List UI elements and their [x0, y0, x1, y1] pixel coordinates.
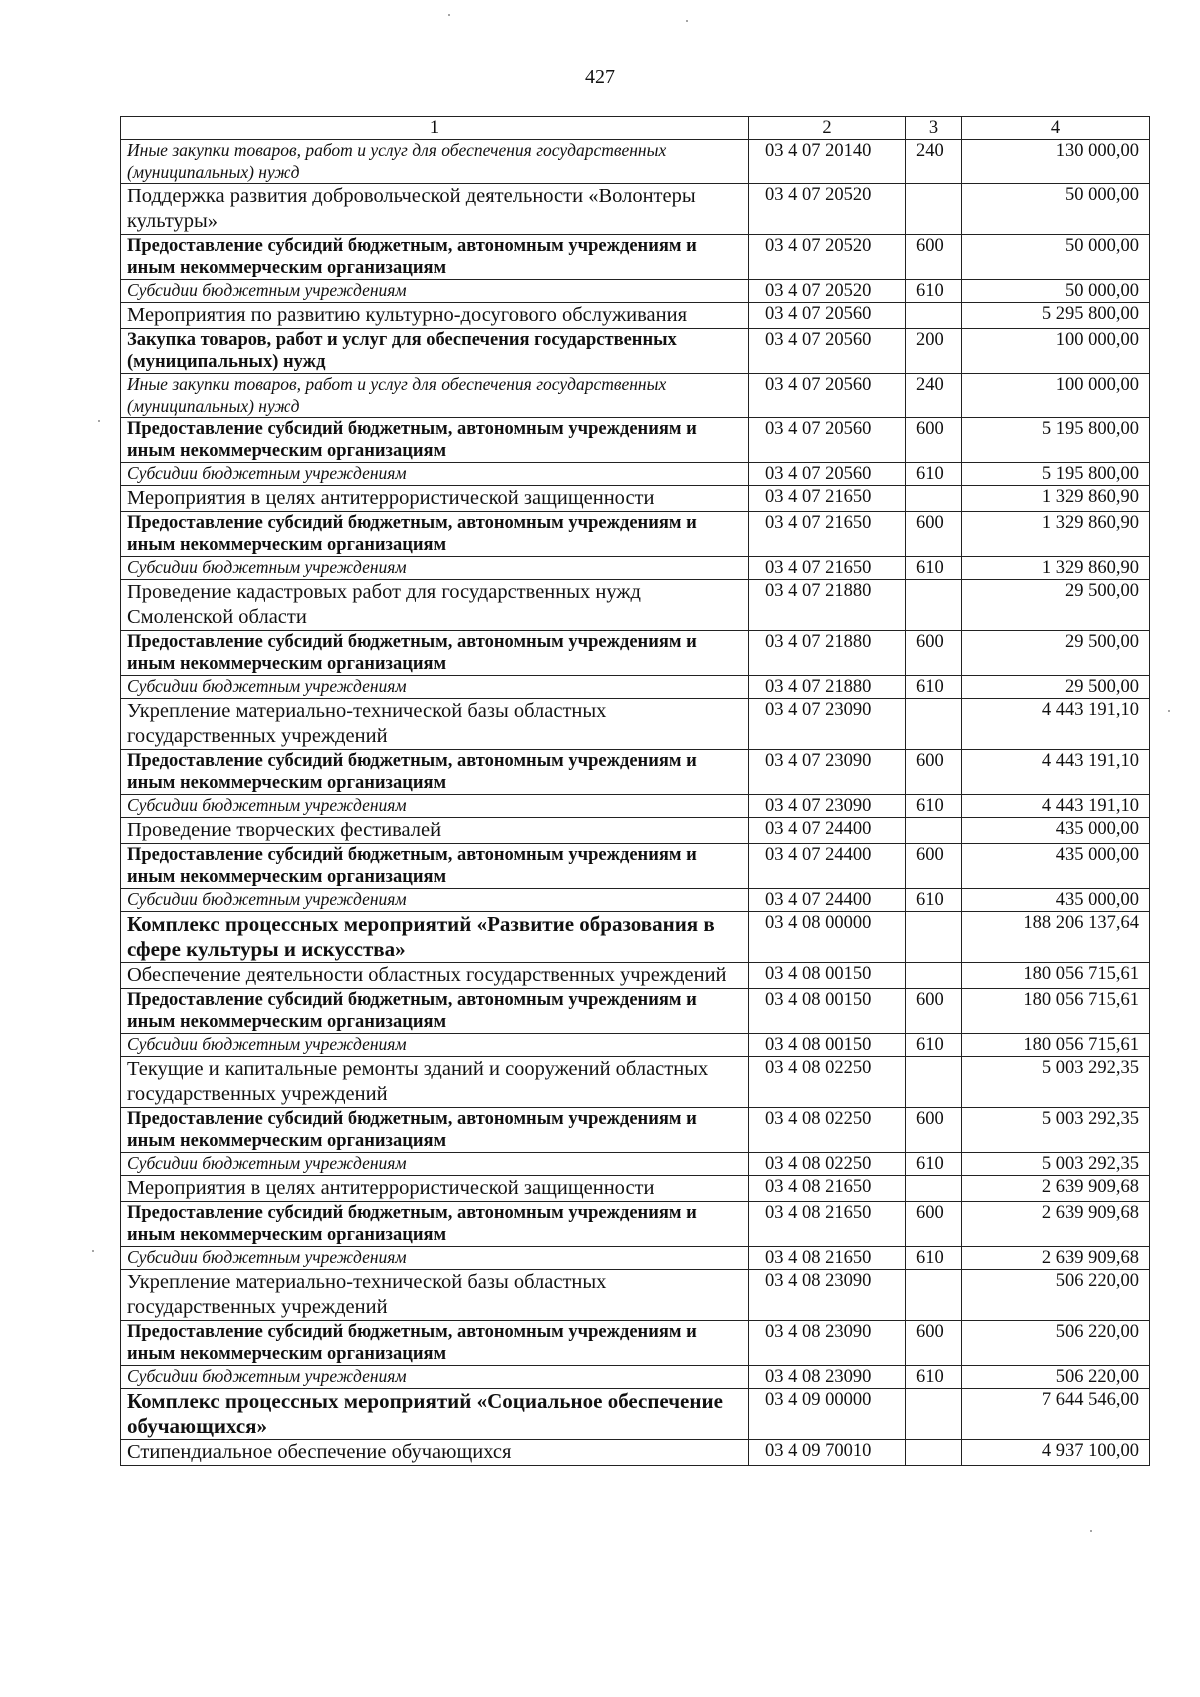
cell-code: 03 4 07 20560	[749, 303, 906, 329]
cell-code: 03 4 07 21650	[749, 557, 906, 580]
cell-code: 03 4 08 23090	[749, 1366, 906, 1389]
table-row	[121, 1270, 1150, 1321]
table-row	[121, 676, 1150, 699]
cell-expense-type: 610	[906, 795, 962, 818]
cell-amount: 2 639 909,68	[962, 1176, 1150, 1202]
scan-speck	[1090, 1530, 1092, 1532]
cell-expense-type: 240	[906, 140, 962, 184]
table-row	[121, 1366, 1150, 1389]
table-row	[121, 329, 1150, 374]
cell-amount: 506 220,00	[962, 1366, 1150, 1389]
cell-expense-type: 600	[906, 1202, 962, 1247]
table-row	[121, 889, 1150, 912]
cell-expense-type	[906, 1389, 962, 1440]
table-row	[121, 818, 1150, 844]
cell-code: 03 4 08 02250	[749, 1057, 906, 1108]
cell-code: 03 4 08 21650	[749, 1247, 906, 1270]
table-row	[121, 486, 1150, 512]
cell-name: Проведение творческих фестивалей	[121, 818, 749, 844]
cell-name: Предоставление субсидий бюджетным, автономным учреждениям и иным некоммерческим организациям	[121, 844, 749, 889]
cell-amount: 435 000,00	[962, 889, 1150, 912]
cell-amount: 50 000,00	[962, 235, 1150, 280]
cell-expense-type: 600	[906, 418, 962, 463]
table-row	[121, 418, 1150, 463]
cell-code: 03 4 07 20560	[749, 329, 906, 374]
table-row	[121, 631, 1150, 676]
cell-amount: 5 195 800,00	[962, 418, 1150, 463]
budget-table	[120, 116, 1150, 1466]
cell-expense-type: 600	[906, 631, 962, 676]
cell-code: 03 4 07 24400	[749, 889, 906, 912]
cell-expense-type: 610	[906, 1247, 962, 1270]
cell-code: 03 4 07 21650	[749, 512, 906, 557]
cell-name: Субсидии бюджетным учреждениям	[121, 1034, 749, 1057]
cell-code: 03 4 08 00150	[749, 963, 906, 989]
cell-code: 03 4 08 00000	[749, 912, 906, 963]
cell-name: Мероприятия в целях антитеррористической защищенности	[121, 486, 749, 512]
cell-code: 03 4 07 21880	[749, 631, 906, 676]
cell-expense-type: 600	[906, 512, 962, 557]
cell-amount: 2 639 909,68	[962, 1202, 1150, 1247]
table-row	[121, 1176, 1150, 1202]
table-row	[121, 303, 1150, 329]
cell-name: Субсидии бюджетным учреждениям	[121, 463, 749, 486]
cell-name: Комплекс процессных мероприятий «Социальное обеспечение обучающихся»	[121, 1389, 749, 1440]
table-row	[121, 912, 1150, 963]
cell-name: Предоставление субсидий бюджетным, автономным учреждениям и иным некоммерческим организациям	[121, 1321, 749, 1366]
cell-amount: 50 000,00	[962, 280, 1150, 303]
cell-code: 03 4 08 02250	[749, 1108, 906, 1153]
cell-expense-type: 240	[906, 374, 962, 418]
table-row	[121, 750, 1150, 795]
cell-name: Предоставление субсидий бюджетным, автономным учреждениям и иным некоммерческим организациям	[121, 750, 749, 795]
table-row	[121, 184, 1150, 235]
cell-expense-type	[906, 1270, 962, 1321]
cell-code: 03 4 07 21880	[749, 580, 906, 631]
cell-amount: 29 500,00	[962, 631, 1150, 676]
cell-amount: 506 220,00	[962, 1270, 1150, 1321]
cell-amount: 5 195 800,00	[962, 463, 1150, 486]
cell-code: 03 4 07 20560	[749, 418, 906, 463]
cell-name: Субсидии бюджетным учреждениям	[121, 1153, 749, 1176]
page-number: 427	[585, 66, 615, 88]
cell-code: 03 4 07 20520	[749, 280, 906, 303]
cell-amount: 5 295 800,00	[962, 303, 1150, 329]
cell-expense-type	[906, 818, 962, 844]
header-col-3: 3	[906, 117, 962, 140]
cell-code: 03 4 07 24400	[749, 818, 906, 844]
table-row	[121, 512, 1150, 557]
cell-name: Предоставление субсидий бюджетным, автономным учреждениям и иным некоммерческим организациям	[121, 989, 749, 1034]
cell-name: Предоставление субсидий бюджетным, автономным учреждениям и иным некоммерческим организациям	[121, 512, 749, 557]
cell-name: Субсидии бюджетным учреждениям	[121, 795, 749, 818]
cell-name: Предоставление субсидий бюджетным, автономным учреждениям и иным некоммерческим организациям	[121, 418, 749, 463]
table-row	[121, 963, 1150, 989]
cell-name: Поддержка развития добровольческой деятельности «Волонтеры культуры»	[121, 184, 749, 235]
table-row	[121, 140, 1150, 184]
cell-name: Иные закупки товаров, работ и услуг для обеспечения государственных (муниципальных) нужд	[121, 374, 749, 418]
cell-expense-type: 610	[906, 1034, 962, 1057]
cell-expense-type	[906, 963, 962, 989]
cell-code: 03 4 08 23090	[749, 1321, 906, 1366]
scan-speck	[686, 20, 688, 22]
cell-name: Предоставление субсидий бюджетным, автономным учреждениям и иным некоммерческим организациям	[121, 235, 749, 280]
cell-amount: 100 000,00	[962, 329, 1150, 374]
cell-amount: 5 003 292,35	[962, 1057, 1150, 1108]
cell-expense-type	[906, 1440, 962, 1466]
cell-expense-type	[906, 184, 962, 235]
cell-expense-type	[906, 303, 962, 329]
cell-name: Мероприятия в целях антитеррористической защищенности	[121, 1176, 749, 1202]
cell-name: Иные закупки товаров, работ и услуг для обеспечения государственных (муниципальных) нужд	[121, 140, 749, 184]
cell-amount: 29 500,00	[962, 580, 1150, 631]
table-row	[121, 1389, 1150, 1440]
cell-code: 03 4 07 21650	[749, 486, 906, 512]
table-row	[121, 580, 1150, 631]
table-row	[121, 1153, 1150, 1176]
cell-amount: 7 644 546,00	[962, 1389, 1150, 1440]
cell-code: 03 4 08 21650	[749, 1176, 906, 1202]
cell-expense-type: 600	[906, 1108, 962, 1153]
table-row	[121, 1057, 1150, 1108]
cell-amount: 506 220,00	[962, 1321, 1150, 1366]
cell-code: 03 4 09 70010	[749, 1440, 906, 1466]
table-row	[121, 1034, 1150, 1057]
cell-code: 03 4 07 23090	[749, 795, 906, 818]
cell-amount: 188 206 137,64	[962, 912, 1150, 963]
cell-name: Субсидии бюджетным учреждениям	[121, 676, 749, 699]
scan-speck	[448, 14, 450, 16]
cell-amount: 180 056 715,61	[962, 1034, 1150, 1057]
table-row	[121, 1247, 1150, 1270]
cell-amount: 435 000,00	[962, 818, 1150, 844]
cell-name: Закупка товаров, работ и услуг для обеспечения государственных (муниципальных) нужд	[121, 329, 749, 374]
table-row	[121, 374, 1150, 418]
cell-code: 03 4 08 00150	[749, 989, 906, 1034]
cell-amount: 4 443 191,10	[962, 795, 1150, 818]
cell-name: Обеспечение деятельности областных государственных учреждений	[121, 963, 749, 989]
cell-code: 03 4 07 23090	[749, 699, 906, 750]
cell-name: Укрепление материально-технической базы областных государственных учреждений	[121, 699, 749, 750]
cell-name: Предоставление субсидий бюджетным, автономным учреждениям и иным некоммерческим организациям	[121, 1202, 749, 1247]
cell-expense-type: 610	[906, 463, 962, 486]
cell-name: Комплекс процессных мероприятий «Развитие образования в сфере культуры и искусства»	[121, 912, 749, 963]
cell-name: Субсидии бюджетным учреждениям	[121, 1366, 749, 1389]
header-col-2: 2	[749, 117, 906, 140]
table-row	[121, 795, 1150, 818]
cell-code: 03 4 09 00000	[749, 1389, 906, 1440]
cell-amount: 180 056 715,61	[962, 963, 1150, 989]
cell-expense-type: 610	[906, 889, 962, 912]
header-col-1: 1	[121, 117, 749, 140]
cell-expense-type	[906, 699, 962, 750]
cell-expense-type	[906, 912, 962, 963]
cell-amount: 29 500,00	[962, 676, 1150, 699]
cell-amount: 5 003 292,35	[962, 1153, 1150, 1176]
cell-code: 03 4 07 20560	[749, 463, 906, 486]
cell-amount: 1 329 860,90	[962, 486, 1150, 512]
table-row	[121, 557, 1150, 580]
cell-name: Предоставление субсидий бюджетным, автономным учреждениям и иным некоммерческим организациям	[121, 631, 749, 676]
cell-code: 03 4 08 23090	[749, 1270, 906, 1321]
cell-code: 03 4 08 00150	[749, 1034, 906, 1057]
cell-expense-type: 600	[906, 750, 962, 795]
cell-amount: 50 000,00	[962, 184, 1150, 235]
cell-expense-type: 610	[906, 557, 962, 580]
cell-amount: 4 443 191,10	[962, 750, 1150, 795]
cell-code: 03 4 07 23090	[749, 750, 906, 795]
cell-code: 03 4 07 20560	[749, 374, 906, 418]
header-row	[121, 117, 1150, 140]
cell-expense-type	[906, 580, 962, 631]
cell-name: Субсидии бюджетным учреждениям	[121, 1247, 749, 1270]
cell-amount: 1 329 860,90	[962, 557, 1150, 580]
header-col-4: 4	[962, 117, 1150, 140]
cell-expense-type	[906, 486, 962, 512]
table-row	[121, 1202, 1150, 1247]
cell-name: Стипендиальное обеспечение обучающихся	[121, 1440, 749, 1466]
cell-name: Мероприятия по развитию культурно-досугового обслуживания	[121, 303, 749, 329]
scan-speck	[1168, 710, 1170, 712]
cell-code: 03 4 07 20520	[749, 184, 906, 235]
cell-amount: 5 003 292,35	[962, 1108, 1150, 1153]
cell-expense-type	[906, 1176, 962, 1202]
cell-code: 03 4 07 21880	[749, 676, 906, 699]
table-row	[121, 235, 1150, 280]
table-row	[121, 1440, 1150, 1466]
cell-code: 03 4 08 21650	[749, 1202, 906, 1247]
cell-amount: 180 056 715,61	[962, 989, 1150, 1034]
table-row	[121, 1321, 1150, 1366]
table-row	[121, 699, 1150, 750]
cell-amount: 130 000,00	[962, 140, 1150, 184]
cell-expense-type: 600	[906, 844, 962, 889]
cell-code: 03 4 07 20520	[749, 235, 906, 280]
table-row	[121, 1108, 1150, 1153]
cell-amount: 100 000,00	[962, 374, 1150, 418]
cell-amount: 2 639 909,68	[962, 1247, 1150, 1270]
cell-amount: 4 937 100,00	[962, 1440, 1150, 1466]
cell-amount: 4 443 191,10	[962, 699, 1150, 750]
cell-code: 03 4 08 02250	[749, 1153, 906, 1176]
scan-speck	[92, 1250, 94, 1252]
table-body	[121, 140, 1150, 1466]
cell-amount: 1 329 860,90	[962, 512, 1150, 557]
cell-name: Укрепление материально-технической базы областных государственных учреждений	[121, 1270, 749, 1321]
cell-name: Субсидии бюджетным учреждениям	[121, 557, 749, 580]
cell-name: Предоставление субсидий бюджетным, автономным учреждениям и иным некоммерческим организациям	[121, 1108, 749, 1153]
cell-expense-type	[906, 1057, 962, 1108]
table-header	[121, 117, 1150, 140]
cell-expense-type: 610	[906, 676, 962, 699]
cell-name: Текущие и капитальные ремонты зданий и сооружений областных государственных учреждений	[121, 1057, 749, 1108]
cell-expense-type: 600	[906, 989, 962, 1034]
cell-expense-type: 600	[906, 1321, 962, 1366]
cell-name: Субсидии бюджетным учреждениям	[121, 889, 749, 912]
table-row	[121, 280, 1150, 303]
cell-expense-type: 200	[906, 329, 962, 374]
cell-expense-type: 610	[906, 280, 962, 303]
table-row	[121, 844, 1150, 889]
cell-name: Проведение кадастровых работ для государственных нужд Смоленской области	[121, 580, 749, 631]
cell-amount: 435 000,00	[962, 844, 1150, 889]
cell-code: 03 4 07 24400	[749, 844, 906, 889]
cell-code: 03 4 07 20140	[749, 140, 906, 184]
table-row	[121, 463, 1150, 486]
cell-expense-type: 610	[906, 1153, 962, 1176]
scan-speck	[98, 420, 100, 422]
table-row	[121, 989, 1150, 1034]
cell-expense-type: 600	[906, 235, 962, 280]
cell-expense-type: 610	[906, 1366, 962, 1389]
cell-name: Субсидии бюджетным учреждениям	[121, 280, 749, 303]
